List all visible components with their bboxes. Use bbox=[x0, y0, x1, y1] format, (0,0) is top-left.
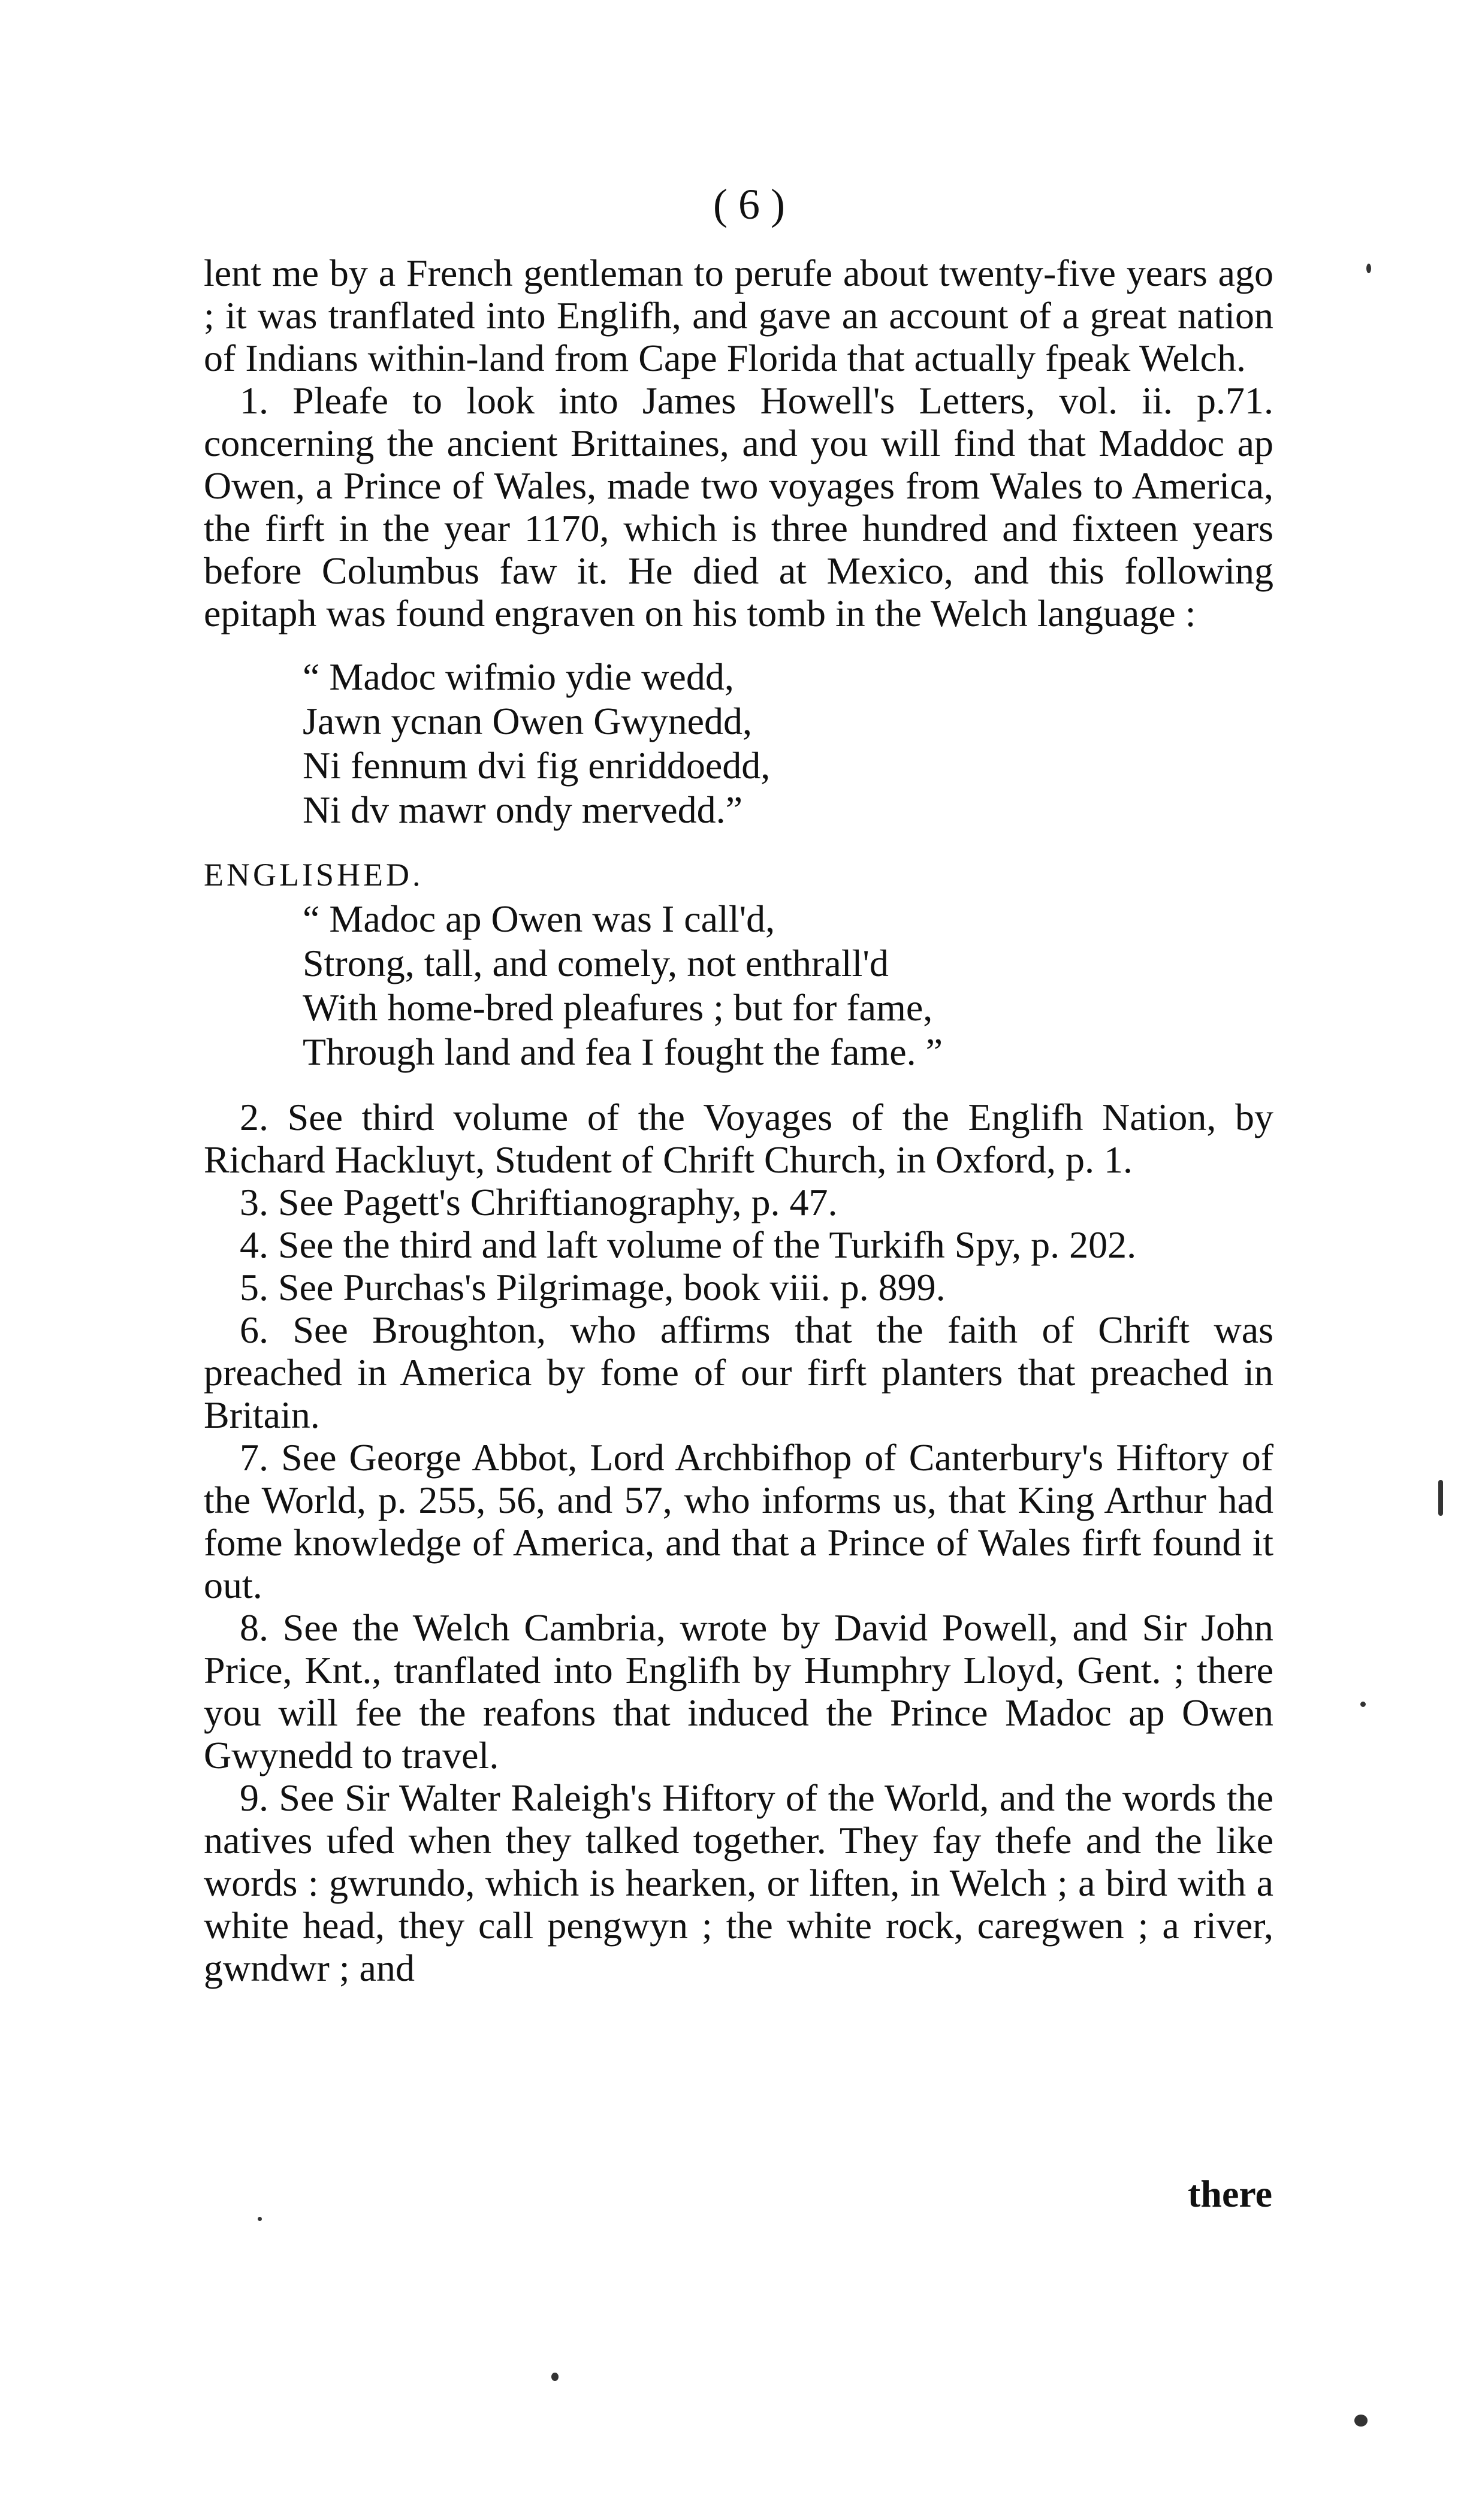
note-8: 8. See the Welch Cambria, wrote by David Powell, and Sir John Price, Knt., tranflated into Englifh by Humphry Lloyd, Gent. ; there you will fee the reafons that induced the Prince Madoc ap Owen Gwynedd to travel. bbox=[204, 1606, 1273, 1776]
english-line: “ Madoc ap Owen was I call'd, bbox=[303, 898, 775, 940]
note-6: 6. See Broughton, who affirms that the faith of Chrift was preached in America by fome of our firft planters that preached in Britain. bbox=[204, 1309, 1273, 1436]
note-7: 7. See George Abbot, Lord Archbifhop of Canterbury's Hiftory of the World, p. 255, 56, and 57, who informs us, that King Arthur had fome knowledge of America, and that a Prince of Wales firft found it out. bbox=[204, 1436, 1273, 1606]
ink-speck bbox=[1360, 1702, 1366, 1707]
note-4: 4. See the third and laft volume of the Turkifh Spy, p. 202. bbox=[240, 1223, 1137, 1266]
welsh-epitaph bbox=[303, 655, 1273, 832]
ink-speck bbox=[258, 2217, 262, 2221]
note-2: 2. See third volume of the Voyages of the Englifh Nation, by Richard Hackluyt, Student of Chrift Church, in Oxford, p. 1. bbox=[204, 1096, 1273, 1181]
note-3: 3. See Pagett's Chriftianography, p. 47. bbox=[240, 1181, 838, 1223]
ink-speck bbox=[1438, 1480, 1443, 1516]
ink-speck bbox=[551, 2373, 559, 2381]
page-body bbox=[204, 252, 1273, 1989]
catchword: there bbox=[1188, 2172, 1272, 2215]
english-line: With home-bred pleafures ; but for fame, bbox=[303, 986, 933, 1029]
ink-speck bbox=[1354, 2415, 1368, 2427]
english-epitaph bbox=[303, 897, 1273, 1074]
english-line: Strong, tall, and comely, not enthrall'd bbox=[303, 942, 889, 984]
english-line: Through land and fea I fought the fame. ” bbox=[303, 1031, 943, 1073]
welsh-line: Ni fennum dvi fig enriddoedd, bbox=[303, 744, 771, 787]
note-9: 9. See Sir Walter Raleigh's Hiftory of the World, and the words the natives ufed when they talked together. They fay thefe and the like words : gwrundo, which is hearken, or liften, in Welch ; a bird with a white head, they call pengwyn ; the white rock, caregwen ; a river, gwndwr ; and bbox=[204, 1776, 1273, 1989]
welsh-line: “ Madoc wifmio ydie wedd, bbox=[303, 655, 734, 698]
welsh-line: Jawn ycnan Owen Gwynedd, bbox=[303, 700, 753, 742]
englished-heading: ENGLISHED. bbox=[204, 857, 424, 893]
page-number: ( 6 ) bbox=[713, 180, 785, 228]
ink-speck bbox=[1366, 264, 1371, 273]
note-5: 5. See Purchas's Pilgrimage, book viii. p. 899. bbox=[240, 1266, 946, 1309]
welsh-line: Ni dv mawr ondy mervedd.” bbox=[303, 788, 743, 831]
note-1: 1. Pleafe to look into James Howell's Letters, vol. ii. p.71. concerning the ancient Brittaines, and you will find that Maddoc ap Owen, a Prince of Wales, made two voyages from Wales to America, the firft in the year 1170, which is three hundred and fixteen years before Columbus faw it. He died at Mexico, and this following epitaph was found engraven on his tomb in the Welch language : bbox=[204, 379, 1273, 634]
opening-paragraph: lent me by a French gentleman to perufe about twenty-five years ago ; it was tranflated into Englifh, and gave an account of a great nation of Indians within-land from Cape Florida that actually fpeak Welch. bbox=[204, 252, 1273, 379]
